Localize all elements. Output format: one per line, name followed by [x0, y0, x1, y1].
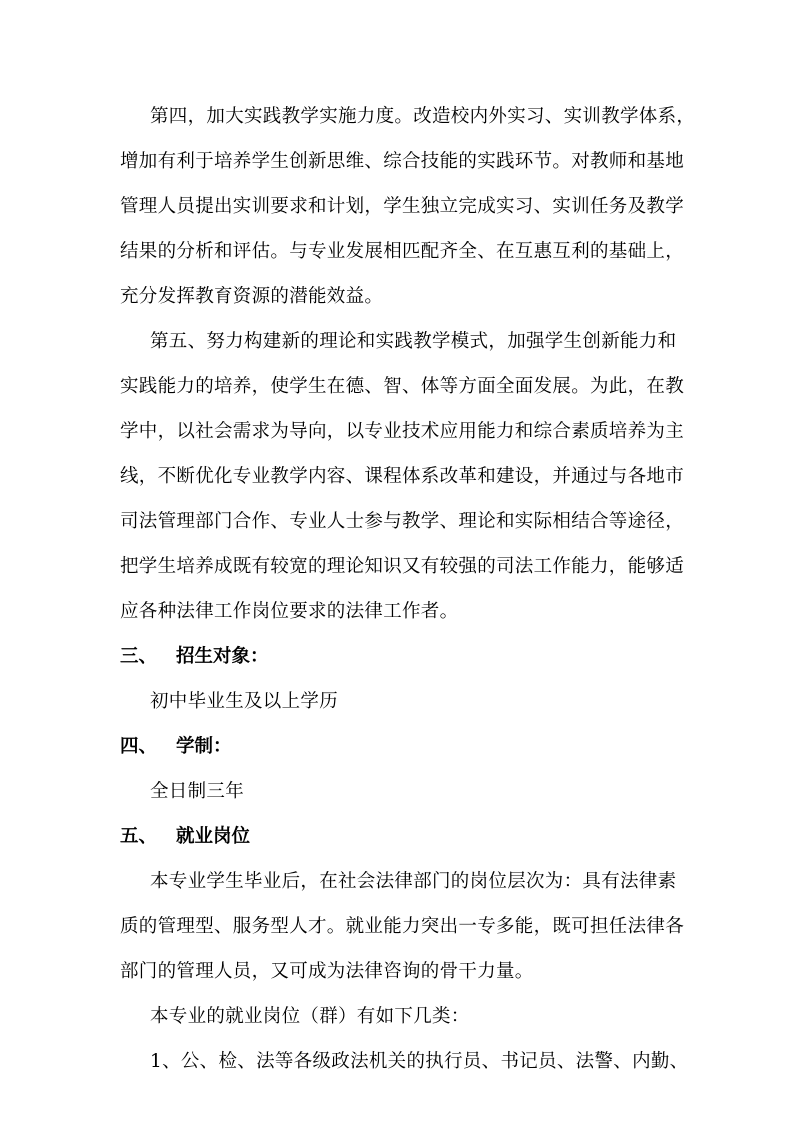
section-5-heading [120, 825, 250, 849]
section-5-para-1-line-2: 质的管理型、服务型人才。就业能力突出一专多能，既可担任法律各 [120, 916, 685, 937]
paragraph-4-line-3: 管理人员提出实训要求和计划，学生独立完成实习、实训任务及教学 [120, 196, 685, 217]
paragraph-5-line-5: 司法管理部门合作、专业人士参与教学、理论和实际相结合等途径， [120, 511, 685, 532]
paragraph-5-line-7: 应各种法律工作岗位要求的法律工作者。 [120, 601, 459, 622]
paragraph-5-line-2: 实践能力的培养，使学生在德、智、体等方面全面发展。为此，在教 [120, 376, 685, 397]
paragraph-4-line-2: 增加有利于培养学生创新思维、综合技能的实践环节。对教师和基地 [120, 151, 685, 172]
section-4-number: 四、 [120, 736, 158, 757]
paragraph-5-line-3: 学中，以社会需求为导向，以专业技术应用能力和综合素质培养为主 [120, 421, 685, 442]
paragraph-5-line-4: 线，不断优化专业教学内容、课程体系改革和建设，并通过与各地市 [120, 466, 685, 487]
section-5-para-2: 本专业的就业岗位（群）有如下几类： [150, 1006, 470, 1027]
section-4-body: 全日制三年 [150, 781, 245, 802]
section-5-title: 就业岗位 [176, 826, 251, 847]
section-3-heading [120, 645, 269, 669]
section-4-title: 学制： [176, 736, 232, 757]
section-3-body: 初中毕业生及以上学历 [150, 691, 339, 712]
paragraph-4-line-1: 第四，加大实践教学实施力度。改造校内外实习、实训教学体系， [150, 106, 696, 127]
section-5-para-1-line-3: 部门的管理人员，又可成为法律咨询的骨干力量。 [120, 961, 534, 982]
section-4-heading [120, 735, 232, 759]
section-5-item-1: 1、公、检、法等各级政法机关的执行员、书记员、法警、内勤、 [150, 1051, 689, 1072]
paragraph-5-line-1: 第五、努力构建新的理论和实践教学模式，加强学生创新能力和 [150, 331, 677, 352]
section-5-number: 五、 [120, 826, 158, 847]
paragraph-4-line-5: 充分发挥教育资源的潜能效益。 [120, 286, 384, 307]
section-3-title: 招生对象： [176, 646, 269, 667]
paragraph-5-line-6: 把学生培养成既有较宽的理论知识又有较强的司法工作能力，能够适 [120, 556, 685, 577]
section-3-number: 三、 [120, 646, 158, 667]
paragraph-4-line-4: 结果的分析和评估。与专业发展相匹配齐全、在互惠互利的基础上， [120, 241, 685, 262]
section-5-para-1-line-1: 本专业学生毕业后，在社会法律部门的岗位层次为：具有法律素 [150, 871, 677, 892]
